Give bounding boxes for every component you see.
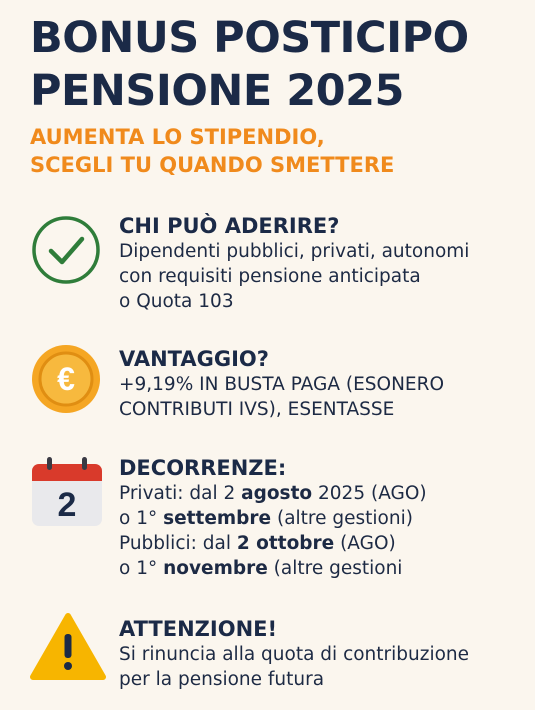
section-text-line: per la pensione futura — [119, 669, 325, 690]
section-text-line: Dipendenti pubblici, privati, autonomi — [119, 241, 470, 262]
start-date-line-4: o 1° novembre (altre gestioni — [119, 558, 403, 579]
calendar-day-number: 2 — [57, 486, 77, 524]
start-date-line-3: Pubblici: dal 2 ottobre (AGO) — [119, 533, 396, 554]
subtitle-line-1: AUMENTA LO STIPENDIO, — [30, 125, 325, 149]
section-heading: CHI PUÒ ADERIRE? — [119, 214, 340, 238]
section-eligibility — [0, 210, 535, 325]
title-line-2: PENSIONE 2025 — [30, 66, 404, 116]
start-date-line-2: o 1° settembre (altre gestioni) — [119, 508, 413, 529]
section-text-line: +9,19% IN BUSTA PAGA (ESONERO — [119, 374, 445, 395]
title-line-1: BONUS POSTICIPO — [30, 13, 469, 63]
start-date-line-1: Privati: dal 2 agosto 2025 (AGO) — [119, 483, 427, 504]
poster-subtitle — [30, 123, 394, 179]
section-start-dates — [0, 450, 535, 595]
warning-triangle-icon — [30, 612, 106, 687]
section-heading: VANTAGGIO? — [119, 347, 269, 371]
check-circle-icon — [30, 214, 102, 291]
section-advantage — [0, 340, 535, 440]
svg-text:€: € — [57, 361, 75, 397]
poster-title — [30, 12, 469, 118]
section-heading: ATTENZIONE! — [119, 617, 278, 641]
section-heading: DECORRENZE: — [119, 456, 287, 480]
section-text-line: CONTRIBUTI IVS), ESENTASSE — [119, 399, 395, 420]
section-text-line: o Quota 103 — [119, 291, 234, 312]
calendar-icon — [30, 455, 104, 534]
subtitle-line-2: SCEGLI TU QUANDO SMETTERE — [30, 153, 395, 177]
section-text-line: con requisiti pensione anticipata — [119, 266, 421, 287]
euro-coin-icon — [30, 343, 102, 420]
section-text-line: Si rinuncia alla quota di contribuzione — [119, 644, 470, 665]
section-warning — [0, 610, 535, 705]
